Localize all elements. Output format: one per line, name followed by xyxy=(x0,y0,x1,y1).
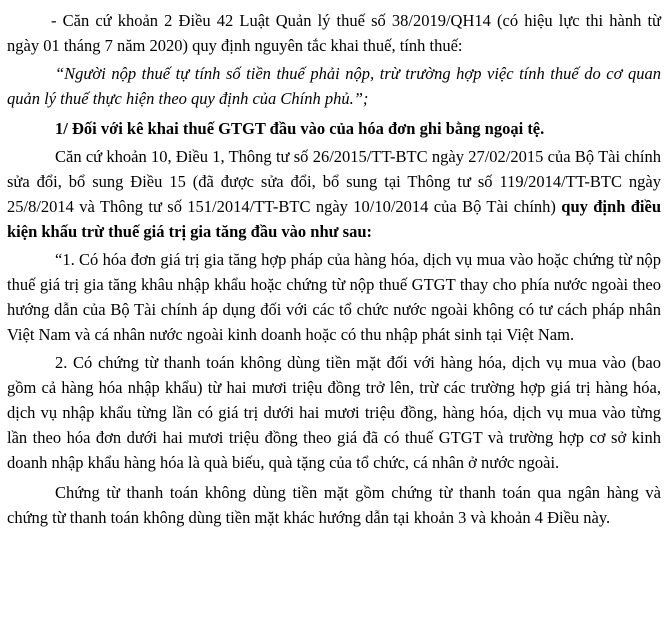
legal-basis-text: Căn cứ khoản 10, Điều 1, Thông tư số 26/2015/TT-BTC ngày 27/02/2015 của Bộ Tài chính sửa đổi, bổ sung Điều 15 (đã được sửa đổi, bổ sung tại Thông tư số 119/2014/TT-BTC ngày 25/8/2014 và Thông tư số 151/2014/TT-BTC ngày 10/10/2014 của Bộ Tài chính) xyxy=(7,147,661,216)
quoted-condition-1: “1. Có hóa đơn giá trị gia tăng hợp pháp của hàng hóa, dịch vụ mua vào hoặc chứng từ nộp thuế giá trị gia tăng khâu nhập khẩu hoặc chứng từ nộp thuế GTGT thay cho phía nước ngoài theo hướng dẫn của Bộ Tài chính áp dụng đối với các tổ chức nước ngoài không có tư cách pháp nhân Việt Nam và cá nhân nước ngoài kinh doanh hoặc có thu nhập phát sinh tại Việt Nam. xyxy=(7,250,661,344)
quoted-condition-note: Chứng từ thanh toán không dùng tiền mặt gồm chứng từ thanh toán qua ngân hàng và chứng từ thanh toán không dùng tiền mặt khác hướng dẫn tại khoản 3 và khoản 4 Điều này. xyxy=(7,483,661,527)
legal-basis-emphasis: quy định điều kiện khấu trừ thuế giá trị gia tăng đầu vào như sau: xyxy=(7,197,661,241)
quoted-law-text: “Người nộp thuế tự tính số tiền thuế phải nộp, trừ trường hợp việc tính thuế do cơ quan quản lý thuế thực hiện theo quy định của Chính phủ.”; xyxy=(7,64,661,108)
legal-basis-paragraph: - Căn cứ khoản 2 Điều 42 Luật Quản lý thuế số 38/2019/QH14 (có hiệu lực thi hành từ ngày 01 tháng 7 năm 2020) quy định nguyên tắc khai thuế, tính thuế: xyxy=(7,11,661,55)
legal-basis-paragraph-2 xyxy=(7,144,661,244)
quoted-condition-2: 2. Có chứng từ thanh toán không dùng tiền mặt đối với hàng hóa, dịch vụ mua vào (bao gồm cả hàng hóa nhập khẩu) từ hai mươi triệu đồng trở lên, trừ các trường hợp giá trị hàng hóa, dịch vụ nhập khẩu từng lần có giá trị dưới hai mươi triệu đồng, hàng hóa, dịch vụ mua vào từng lần theo hóa đơn dưới hai mươi triệu đồng theo giá đã có thuế GTGT và trường hợp cơ sở kinh doanh nhập khẩu hàng hóa là quà biếu, quà tặng của tổ chức, cá nhân ở nước ngoài. xyxy=(7,353,661,472)
section-heading: 1/ Đối với kê khai thuế GTGT đầu vào của hóa đơn ghi bằng ngoại tệ. xyxy=(55,119,545,138)
